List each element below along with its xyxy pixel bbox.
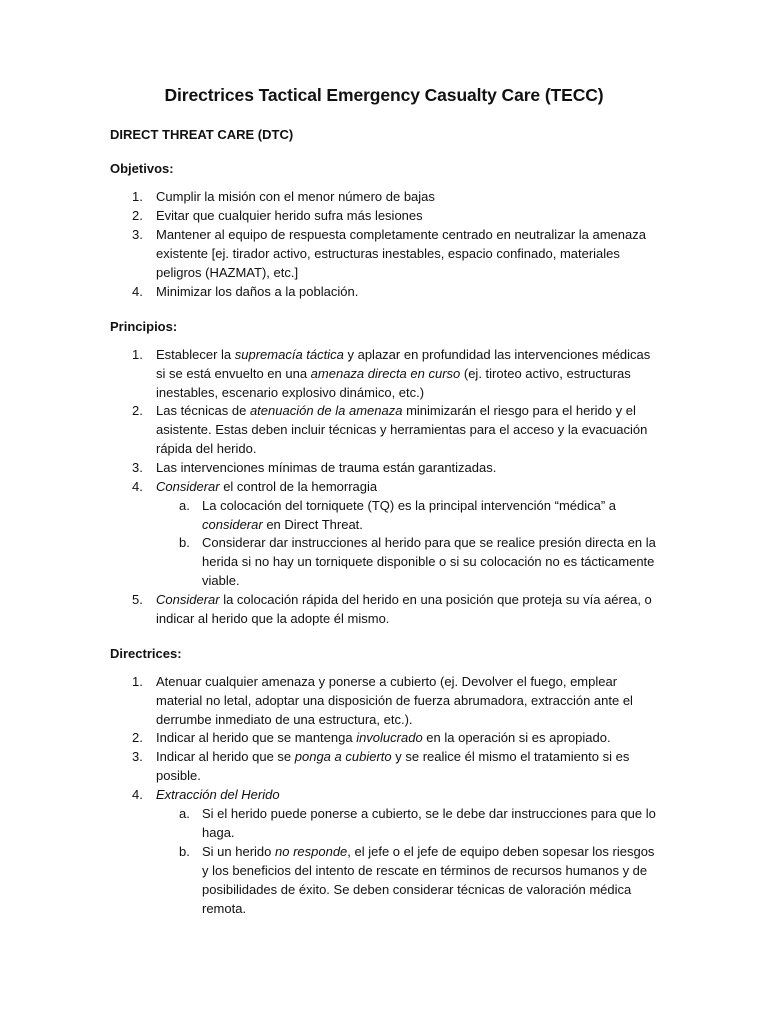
list-number: 2. — [132, 208, 143, 223]
list-number: 2. — [132, 730, 143, 745]
list-number: 1. — [132, 674, 143, 689]
sub-list-letter: b. — [179, 844, 190, 859]
document-page: Directrices Tactical Emergency Casualty Care (TECC) DIRECT THREAT CARE (DTC) Objetivos: 1. Cumplir la misión con el menor número de bajas 2. Evitar que cualquier herido sufra más lesiones 3. Mantener al equipo de respuesta completamente centrado en neutralizar la amenaza existente [ej. tirador activo, estructuras inestables, espacio confinado, materiales peligros (HAZMAT), etc.] 4. Minimizar los daños a la población. Principios: 1. Establecer la supremacía táctica y aplazar en profundidad las intervenciones médicas si se está envuelto en una amenaza directa en curso (ej. tiroteo activo, estructuras inestables, escenario explosivo dinámico, etc.) 2. Las técnicas de atenuación de la amenaza minimizarán el riesgo para el herido y el asistente. Estas deben incluir técnicas y herramientas para el acceso y la evacuación rápida del herido. 3. Las intervenciones mínimas de trauma están garantizadas. 4. Considerar el control de la hemorragia a. La colocación del torniquete (TQ) es la principal intervención “médica” a considerar en Direct Threat. b. Considerar dar instrucciones al herido para que se realice presión directa en la herida si no hay un torniquete disponible o si su colocación no es tácticamente viable. 5. Considerar la colocación rápida del herido en una posición que proteja su vía aérea, o indicar al herido que la adopte él mismo. Directrices: 1. Atenuar cualquier amenaza y ponerse a cubierto (ej. Devolver el fuego, emplear material no letal, adoptar una disposición de fuerza abrumadora, extracción ante el derrumbe inmediato de una estructura, etc.). 2. Indicar al herido que se mantenga involucrado en la operación si es apropiado. 3. Indicar al herido que se ponga a cubierto y se realice él mismo el tratamiento si es posible. 4. Extracción del Herido a. Si el herido puede ponerse a cubierto, se le debe dar instrucciones para que lo haga. b. Si un herido no responde, el jefe o el jefe de equipo deben sopesar los riesgos y los beneficios del intento de rescate en términos de recursos humanos y de posibilidades de éxito. Se deben considerar técnicas de valoración médica remota. — [0, 0, 768, 1024]
sub-list-letter: b. — [179, 535, 190, 550]
list-number: 1. — [132, 347, 143, 362]
objetivos-heading: Objetivos: — [110, 161, 174, 176]
list-number: 3. — [132, 749, 143, 764]
list-number: 3. — [132, 227, 143, 242]
list-number: 1. — [132, 189, 143, 204]
sub-list-letter: a. — [179, 806, 190, 821]
section-heading: DIRECT THREAT CARE (DTC) — [110, 127, 294, 142]
sub-list-letter: a. — [179, 498, 190, 513]
list-number: 5. — [132, 592, 143, 607]
list-number: 3. — [132, 460, 143, 475]
principios-heading: Principios: — [110, 319, 178, 334]
list-number: 4. — [132, 787, 143, 802]
list-text: Cumplir la misión con el menor número de bajas — [156, 189, 435, 204]
list-text: Mantener al equipo de respuesta completamente centrado en neutralizar la amenaza — [156, 227, 646, 242]
list-text: peligros (HAZMAT), etc.] — [156, 265, 299, 280]
list-number: 4. — [132, 479, 143, 494]
list-number: 2. — [132, 403, 143, 418]
document-title: Directrices Tactical Emergency Casualty Care (TECC) — [164, 85, 604, 105]
directrices-heading: Directrices: — [110, 646, 182, 661]
list-text: Evitar que cualquier herido sufra más lesiones — [156, 208, 423, 223]
list-text: existente [ej. tirador activo, estructuras inestables, espacio confinado, materiales — [156, 246, 620, 261]
list-text: Minimizar los daños a la población. — [156, 284, 359, 299]
list-number: 4. — [132, 284, 143, 299]
